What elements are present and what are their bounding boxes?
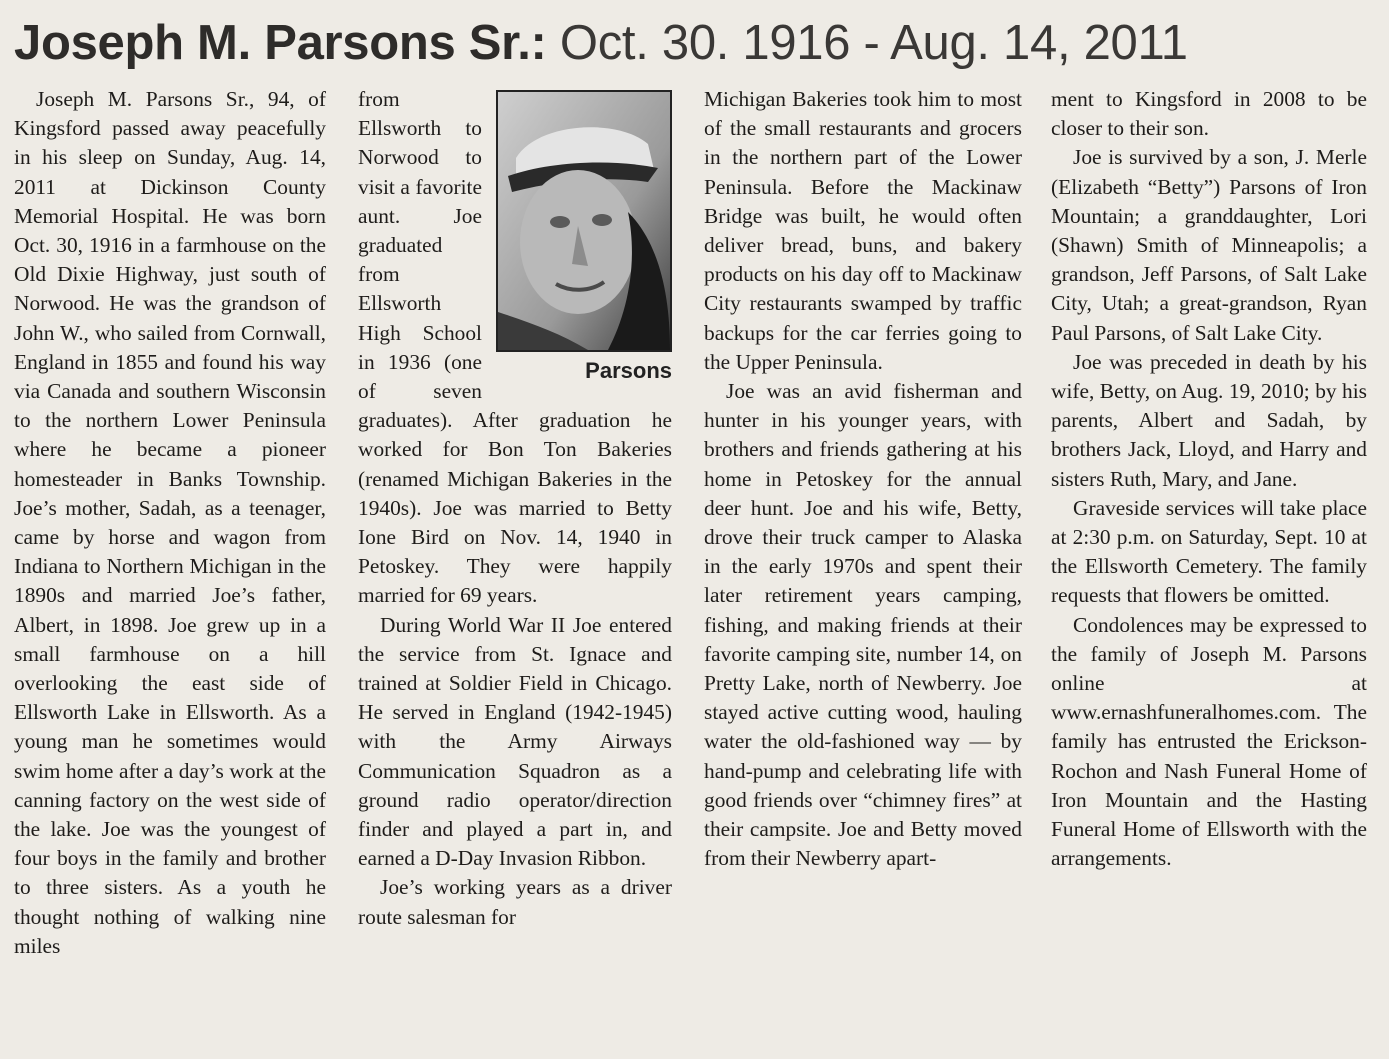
column-2 — [358, 85, 672, 932]
paragraph-survivors: Joe is survived by a son, J. Merle (Elizabeth “Betty”) Parsons of Iron Mountain; a granddaughter, Lori (Shawn) Smith of Minneapolis; a grandson, Jeff Parsons, of Salt Lake City, Utah; a great-grandson, Ryan Paul Parsons, of Salt Lake City. — [1051, 145, 1367, 345]
paragraph-move: ment to Kingsford in 2008 to be closer to their son. — [1051, 87, 1367, 141]
headline-dates: Oct. 30. 1916 - Aug. 14, 2011 — [559, 16, 1188, 70]
column-4 — [1051, 85, 1367, 873]
headline-name: Joseph M. Parsons Sr.: — [14, 16, 547, 70]
paragraph-services: Graveside services will take place at 2:30 p.m. on Saturday, Sept. 10 at the Ellsworth Cemetery. The family requests that flowers be omitted. — [1051, 495, 1367, 608]
paragraph-biography: Joseph M. Parsons Sr., 94, of Kingsford passed away peacefully in his sleep on Sunday, Aug. 14, 2011 at Dickinson County Memorial Hospital. He was born Oct. 30, 1916 in a farmhouse on the Old Dixie Highway, just south of Norwood. He was the grandson of John W., who sailed from Cornwall, England in 1855 and found his way via Canada and southern Wisconsin to the northern Lower Peninsula where he became a pioneer homesteader in Banks Township. Joe’s mother, Sadah, as a teenager, came by horse and wagon from Indiana to Northern Michigan in the 1890s and married Joe’s father, Albert, in 1898. Joe grew up in a small farmhouse on a hill overlooking the east side of Ellsworth Lake in Ellsworth. As a young man he sometimes would swim home after a day’s work at the canning factory on the west side of the lake. Joe was the youngest of four boys in the family and brother to three sisters. As a youth he thought nothing of walking nine miles — [14, 87, 326, 958]
obituary-headline — [14, 8, 1379, 78]
paragraph-career-start: Joe’s working years as a driver route salesman for — [358, 875, 672, 929]
photo-caption: Parsons — [585, 358, 672, 383]
paragraph-condolences: Condolences may be expressed to the family of Joseph M. Parsons online at www.ernashfuneralhomes.com. The family has entrusted the Erickson-Rochon and Nash Funeral Home of Iron Mountain and the Hasting Funeral Home of Ellsworth with the arrangements. — [1051, 612, 1367, 871]
photo-block — [496, 90, 672, 392]
portrait-photo — [496, 90, 672, 352]
portrait-image — [498, 92, 670, 350]
paragraph-military: During World War II Joe entered the service from St. Ignace and trained at Soldier Field in Chicago. He served in England (1942-1945) with the Army Airways Communication Squadron as a ground radio operator/direction finder and played a part in, and earned a D-Day Invasion Ribbon. — [358, 612, 672, 871]
column-1 — [14, 85, 326, 961]
paragraph-education: from Ellsworth to Norwood to visit a favorite aunt. Joe graduated from Ellsworth High School in 1936 (one of seven graduates). After graduation he worked for Bon Ton Bakeries (renamed Michigan Bakeries in the 1940s). Joe was married to Betty Ione Bird on Nov. 14, 1940 in Petoskey. They were happily married for 69 years. — [358, 87, 672, 608]
paragraph-preceded: Joe was preceded in death by his wife, Betty, on Aug. 19, 2010; by his parents, Albert and Sadah, by brothers Jack, Lloyd, and Harry and sisters Ruth, Mary, and Jane. — [1051, 349, 1367, 491]
paragraph-hobbies: Joe was an avid fisherman and hunter in his younger years, with brothers and friends gathering at his home in Petoskey for the annual deer hunt. Joe and his wife, Betty, drove their truck camper to Alaska in the early 1970s and spent their later retirement years camping, fishing, and making friends at their favorite camping site, number 14, on Pretty Lake, north of Newberry. Joe stayed active cutting wood, hauling water the old-fashioned way — by hand-pump and celebrating life with good friends over “chimney fires” at their campsite. Joe and Betty moved from their Newberry apart- — [704, 379, 1022, 871]
column-3 — [704, 85, 1022, 873]
paragraph-career: Michigan Bakeries took him to most of the small restaurants and grocers in the northern part of the Lower Peninsula. Before the Mackinaw Bridge was built, he would often deliver bread, buns, and bakery products on his day off to Mackinaw City restaurants swamped by traffic backups for the car ferries going to the Upper Peninsula. — [704, 87, 1022, 374]
